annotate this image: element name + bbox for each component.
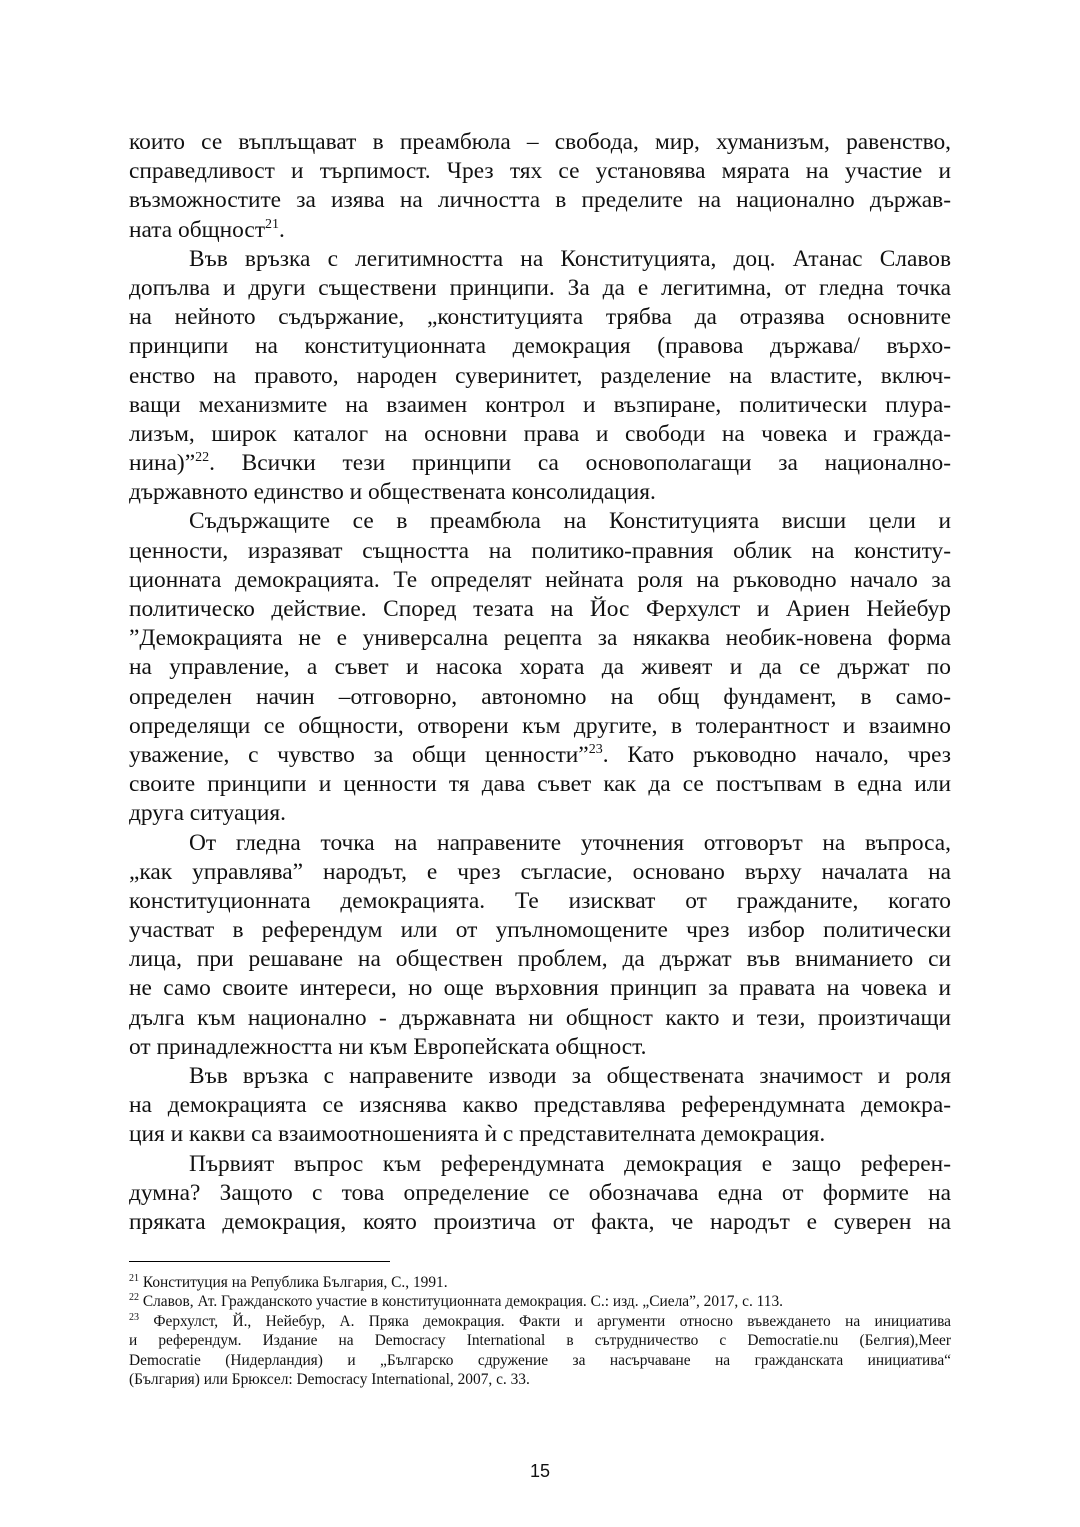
- paragraph-1: [129, 128, 951, 245]
- text-line: думна? Защото с това определение се обозначава една от формите на: [129, 1179, 951, 1206]
- text-line: Във връзка с направените изводи за обществената значимост и роля: [189, 1063, 951, 1089]
- footnote-text: Ферхулст, Й., Нейебур, А. Пряка демокрация. Факти и аргументи относно въвеждането на инициатива: [139, 1312, 951, 1330]
- text-line: ващи механизмите на взаимен контрол и възпиране, политически плура-: [129, 391, 951, 418]
- text-line: „как управлява” народът, е чрез съгласие, основано върху началата на: [129, 858, 951, 885]
- text-line: друга ситуация.: [129, 800, 287, 827]
- footnote-separator: [129, 1261, 390, 1262]
- text-line: [129, 741, 951, 770]
- text-fragment: ната общност: [129, 216, 266, 243]
- footnote-line: [129, 1312, 951, 1331]
- footnote-ref-22[interactable]: 22: [195, 450, 210, 466]
- footnote-23: [129, 1312, 951, 1390]
- paragraph-5: [129, 1062, 951, 1150]
- text-line: определен начин –отговорно, автономно на общ фундамент, в само-: [129, 683, 951, 710]
- text-fragment: . Като ръководно начало, чрез: [602, 741, 951, 768]
- footnote-text: Конституция на Република България, С., 1991.: [139, 1274, 448, 1291]
- footnote-line: (България) или Брюксел: Democracy International, 2007, с. 33.: [129, 1370, 530, 1388]
- footnote-line: и референдум. Издание на Democracy International в сътрудничество с Democratie.nu (Белгия),Meer: [129, 1332, 951, 1350]
- footnote-number: 23: [129, 1311, 139, 1323]
- paragraph-6: [129, 1150, 951, 1238]
- footnote-line: Democratie (Нидерландия) и „Българско сдружение за насърчаване на гражданската инициатива“: [129, 1351, 951, 1369]
- text-line: [129, 216, 951, 245]
- text-line: Първият въпрос към референдумната демокрация е защо референ-: [189, 1150, 951, 1177]
- text-line: които се въплъщават в преамбюла – свобода, мир, хуманизъм, равенство,: [129, 129, 951, 155]
- text-line: лизъм, широк каталог на основни права и свободи на човека и гражда-: [129, 420, 951, 447]
- text-line: пряката демокрация, която произтича от факта, че народът е суверен на: [129, 1208, 951, 1235]
- text-line: лица, при решаване на обществен проблем, да държат във вниманието си: [129, 946, 951, 973]
- text-line: на управление, а съвет и насока хората да живеят и да се държат по: [129, 654, 951, 681]
- footnote-number: 22: [129, 1292, 139, 1304]
- footnote-ref-23[interactable]: 23: [588, 741, 603, 757]
- text-line: на демокрацията се изяснява какво представлява референдумната демокра-: [129, 1092, 951, 1119]
- text-line: ция и какви са взаимоотношенията ѝ с представителната демокрация.: [129, 1121, 826, 1148]
- text-line: определящи се общности, отворени към другите, в толерантност и взаимно: [129, 712, 951, 739]
- paragraph-2: [129, 245, 951, 508]
- text-line: ценности, изразяват същността на политико-правния облик на конститу-: [129, 537, 951, 564]
- main-text: [129, 128, 951, 1237]
- text-line: от принадлежността ни към Европейската общност.: [129, 1033, 647, 1060]
- footnotes: [129, 1273, 951, 1389]
- text-line: участват в референдум или от упълномощените чрез избор политически: [129, 917, 951, 944]
- text-line: принципи на конституционната демокрация (правова държава/ върхо-: [129, 333, 951, 360]
- text-fragment: . Всички тези принципи са основополагащи за национално-: [209, 450, 951, 477]
- text-line: [129, 449, 951, 478]
- text-line: допълва и други съществени принципи. За да е легитимна, от гледна точка: [129, 274, 951, 301]
- text-line: дълга към национално - държавната ни общност както и тези, произтичащи: [129, 1004, 951, 1031]
- text-line: своите принципи и ценности тя дава съвет как да се постъпвам в една или: [129, 771, 951, 798]
- text-line: политическо действие. Според тезата на Йос Ферхулст и Ариен Нейебур: [129, 596, 951, 622]
- text-line: енство на правото, народен суверинитет, разделение на властите, включ-: [129, 362, 951, 389]
- text-line: ”Демокрацията не е универсална рецепта за някаква необик-новена форма: [129, 625, 951, 652]
- footnote-text: Славов, Ат. Гражданското участие в конституционната демокрация. С.: изд. „Сиела”, 2017, с. 113.: [139, 1293, 783, 1311]
- text-line: От гледна точка на направените уточнения отговорът на въпроса,: [189, 829, 951, 856]
- footnote-22: [129, 1292, 951, 1311]
- text-line: ционната демокрацията. Те определят нейната роля на ръководно начало за: [129, 566, 951, 593]
- paragraph-3: [129, 507, 951, 828]
- text-line: Съдържащите се в преамбюла на Конституцията висши цели и: [189, 508, 951, 535]
- text-line: справедливост и търпимост. Чрез тях се установява мярата на участие и: [129, 158, 951, 185]
- text-line: възможностите за изява на личността в пределите на национално държав-: [129, 187, 951, 214]
- text-line: конституционната демокрацията. Те изискват от гражданите, когато: [129, 887, 951, 914]
- footnote-number: 21: [129, 1273, 139, 1284]
- text-line: Във връзка с легитимността на Конституцията, доц. Атанас Славов: [189, 245, 951, 272]
- footnote-ref-21[interactable]: 21: [265, 216, 280, 232]
- footnote-21: [129, 1273, 951, 1292]
- text-line: държавното единство и обществената консолидация.: [129, 479, 656, 506]
- text-fragment: уважение, с чувство за общи ценности”: [129, 741, 589, 768]
- text-line: не само своите интереси, но още върховния принцип за правата на човека и: [129, 975, 951, 1002]
- text-line: на нейното съдържание, „конституцията трябва да отразява основните: [129, 304, 951, 331]
- paragraph-4: [129, 829, 951, 1063]
- text-fragment: .: [279, 216, 285, 243]
- text-fragment: нина)”: [129, 450, 196, 477]
- page-number: 15: [529, 1461, 551, 1481]
